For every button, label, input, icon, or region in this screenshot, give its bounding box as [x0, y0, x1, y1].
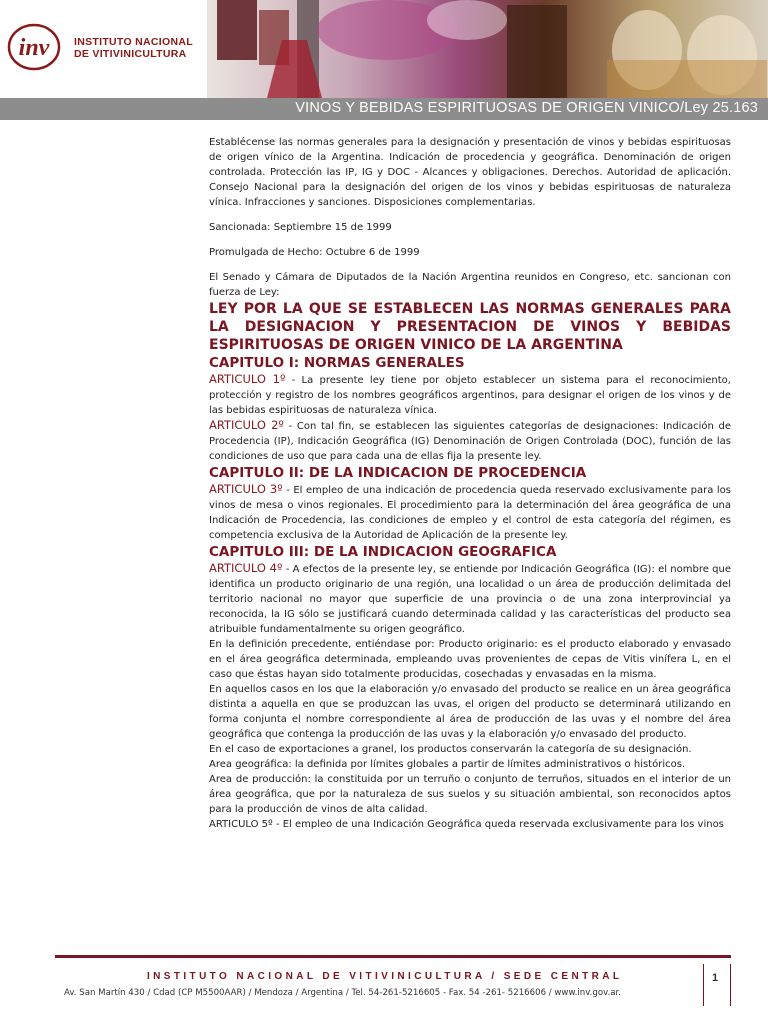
article-4-paragraph-3: En aquellos casos en los que la elaboración y/o envasado del producto se realice en un área geográfica distinta a aquella en que se produzcan las uvas, el origen del producto se determinará utilizando en forma conjunta el nombre correspondiente al área de producción de las uvas y el nombre del área geográfica que contenga la producción de las uvas y la elaboración y/o envasado del producto.: [209, 684, 731, 740]
logo-text: [74, 36, 193, 60]
article-2-label: ARTICULO 2º: [209, 418, 284, 432]
article-2: [209, 418, 731, 464]
page-number: 1: [712, 972, 719, 984]
chapter-1-heading: CAPITULO I: NORMAS GENERALES: [209, 355, 465, 371]
article-4-label: ARTICULO 4º: [209, 561, 283, 575]
wine-photo-banner: [207, 0, 768, 98]
page-number-divider-left: [703, 964, 704, 1006]
promulgada-date: Promulgada de Hecho: Octubre 6 de 1999: [209, 247, 420, 258]
sancionada-date: Sancionada: Septiembre 15 de 1999: [209, 222, 392, 233]
inv-logo-icon: [6, 22, 66, 72]
article-1: [209, 372, 731, 418]
article-4-text: - A efectos de la presente ley, se entiende por Indicación Geográfica (IG): el nombre que identifica un producto originario de una región, una localidad o un área de producción delimitada del territorio nacional no mayor que superficie de una provincia o de una zona interprovincial ya reconocida, la IG sólo se justificará cuando determinada calidad y las características del producto sea atribuible fundamentalmente su origen geográfico.: [209, 564, 731, 635]
chapter-3-heading: CAPITULO III: DE LA INDICACION GEOGRAFICA: [209, 544, 557, 560]
page-header: [0, 0, 768, 98]
footer-institute: INSTITUTO NACIONAL DE VITIVINICULTURA / SEDE CENTRAL: [147, 971, 623, 982]
law-title: LEY POR LA QUE SE ESTABLECEN LAS NORMAS GENERALES PARA LA DESIGNACION Y PRESENTACION DE VINOS Y BEBIDAS ESPIRITUOSAS DE ORIGEN VINICO DE LA ARGENTINA: [209, 301, 731, 353]
footer-divider: [55, 955, 731, 958]
article-1-text: - La presente ley tiene por objeto establecer un sistema para el reconocimiento, protección y registro de los nombres geográficos argentinos, para designar el origen de los vinos y de las bebidas espirituosas de naturaleza vínica.: [209, 375, 731, 416]
page-number-divider-right: [730, 964, 731, 1006]
document-title: VINOS Y BEBIDAS ESPIRITUOSAS DE ORIGEN VINICO/Ley 25.163: [295, 100, 758, 116]
article-4-paragraph-6: Area de producción: la constituida por un terruño o conjunto de terruños, situados en el interior de un área geográfica, que por la naturaleza de sus suelos y su situación ambiental, son reconocidos aptos para la producción de vinos de alta calidad.: [209, 774, 731, 815]
svg-text:inv: inv: [18, 35, 50, 61]
document-title-bar: [0, 98, 768, 120]
document-body: [209, 135, 731, 832]
article-4-paragraph-5: Area geográfica: la definida por límites globales a partir de límites administrativos o históricos.: [209, 759, 686, 770]
intro-paragraph: Establécense las normas generales para la designación y presentación de vinos y bebidas espirituosas de origen vínico de la Argentina. Indicación de procedencia y geográfica. Denominación de origen controlada. Protección las IP, IG y DOC - Alcances y obligaciones. Derechos. Autoridad de aplicación. Consejo Nacional para la designación del origen de los vinos y bebidas espirituosas de naturaleza vínica. Infracciones y sanciones. Disposiciones complementarias.: [209, 137, 731, 208]
article-3: [209, 482, 731, 543]
article-3-text: - El empleo de una indicación de procedencia queda reservado exclusivamente para los vinos de mesa o vinos regionales. El procedimiento para la determinación del área geográfica de una Indicación de Procedencia, las condiciones de empleo y el control de esta categoría del régimen, es competencia exclusiva de la Autoridad de Aplicación de la presente ley.: [209, 485, 731, 541]
article-2-text: - Con tal fin, se establecen las siguientes categorías de designaciones: Indicación de Procedencia (IP), Indicación Geográfica (IG) Denominación de Origen Controlada (DOC), función de las condiciones de uso que para cada una de ellas fija la presente ley.: [209, 421, 732, 462]
article-5: ARTICULO 5º - El empleo de una Indicación Geográfica queda reservada exclusivamente para los vinos: [209, 819, 724, 830]
article-4: [209, 561, 731, 637]
footer-address: Av. San Martín 430 / Cdad (CP M5500AAR) / Mendoza / Argentina / Tel. 54-261-5216605 - Fax. 54 -261- 5216606 / www.inv.gov.ar.: [64, 988, 622, 998]
article-1-label: ARTICULO 1º: [209, 372, 286, 386]
chapter-2-heading: CAPITULO II: DE LA INDICACION DE PROCEDENCIA: [209, 465, 587, 481]
senado-paragraph: El Senado y Cámara de Diputados de la Nación Argentina reunidos en Congreso, etc. sancionan con fuerza de Ley:: [209, 272, 731, 298]
article-3-label: ARTICULO 3º: [209, 482, 283, 496]
article-4-paragraph-4: En el caso de exportaciones a granel, los productos conservarán la categoría de su designación.: [209, 744, 692, 755]
article-4-paragraph-2: En la definición precedente, entiéndase por: Producto originario: es el producto elaborado y envasado en el área geográfica determinada, empleando uvas provenientes de cepas de Vitis vinífera L, en el caso que éstas hayan sido totalmente producidas, cosechadas y envasadas en la misma.: [209, 639, 731, 680]
logo-line-2: DE VITIVINICULTURA: [74, 48, 187, 60]
logo-line-1: INSTITUTO NACIONAL: [74, 36, 193, 48]
